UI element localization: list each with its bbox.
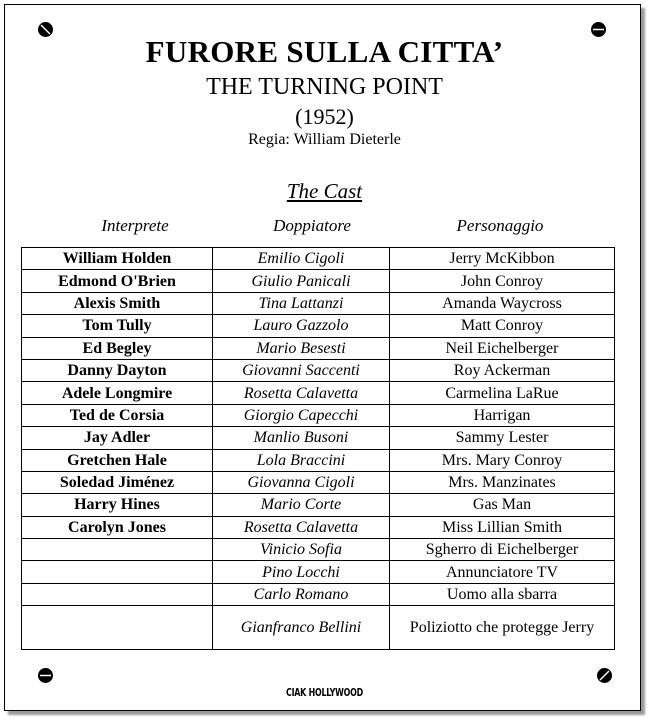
character-cell: Annunciatore TV — [390, 561, 615, 583]
character-cell: Matt Conroy — [390, 315, 615, 337]
dubber-cell: Giovanna Cigoli — [213, 471, 390, 493]
table-row — [22, 606, 615, 650]
actor-cell: Jay Adler — [22, 427, 213, 449]
table-row — [22, 248, 615, 270]
table-row — [22, 494, 615, 516]
column-header-character: Personaggio — [456, 216, 544, 235]
actor-cell: Soledad Jiménez — [22, 471, 213, 493]
table-row — [22, 382, 615, 404]
dubber-cell: Giulio Panicali — [213, 270, 390, 292]
dubber-cell: Emilio Cigoli — [213, 248, 390, 270]
character-cell: Gas Man — [390, 494, 615, 516]
column-header-dubber: Doppiatore — [273, 216, 351, 235]
actor-cell: Gretchen Hale — [22, 449, 213, 471]
director: Regia: William Dieterle — [248, 131, 401, 148]
table-row — [22, 539, 615, 561]
actor-cell: Carolyn Jones — [22, 516, 213, 538]
actor-cell: Edmond O'Brien — [22, 270, 213, 292]
dubber-cell: Manlio Busoni — [213, 427, 390, 449]
screw-icon — [38, 668, 53, 683]
table-row — [22, 337, 615, 359]
table-row — [22, 404, 615, 426]
actor-cell: Adele Longmire — [22, 382, 213, 404]
english-title: THE TURNING POINT — [206, 74, 443, 100]
dubber-cell: Giovanni Saccenti — [213, 359, 390, 381]
character-cell: Amanda Waycross — [390, 292, 615, 314]
actor-cell: Alexis Smith — [22, 292, 213, 314]
actor-cell: William Holden — [22, 248, 213, 270]
italian-title: FURORE SULLA CITTA’ — [145, 34, 504, 69]
character-cell: John Conroy — [390, 270, 615, 292]
character-cell: Mrs. Manzinates — [390, 471, 615, 493]
ciak-hollywood-logo: CIAK HOLLYWOOD — [286, 686, 363, 699]
screw-icon — [597, 668, 612, 683]
actor-cell: Ted de Corsia — [22, 404, 213, 426]
dubber-cell: Giorgio Capecchi — [213, 404, 390, 426]
actor-cell — [22, 539, 213, 561]
table-row — [22, 471, 615, 493]
dubber-cell: Pino Locchi — [213, 561, 390, 583]
actor-cell: Harry Hines — [22, 494, 213, 516]
dubber-cell: Gianfranco Bellini — [213, 606, 390, 650]
dubber-cell: Mario Besesti — [213, 337, 390, 359]
dubber-cell: Vinicio Sofia — [213, 539, 390, 561]
character-cell: Carmelina LaRue — [390, 382, 615, 404]
column-header-actor: Interprete — [101, 216, 169, 235]
character-cell: Neil Eichelberger — [390, 337, 615, 359]
table-row — [22, 270, 615, 292]
cast-heading: The Cast — [286, 179, 363, 203]
dubber-cell: Lola Braccini — [213, 449, 390, 471]
table-row — [22, 449, 615, 471]
table-row — [22, 315, 615, 337]
table-row — [22, 583, 615, 605]
actor-cell: Danny Dayton — [22, 359, 213, 381]
release-year: (1952) — [295, 104, 354, 129]
dubber-cell: Tina Lattanzi — [213, 292, 390, 314]
dubber-cell: Lauro Gazzolo — [213, 315, 390, 337]
dubber-cell: Mario Corte — [213, 494, 390, 516]
cast-table — [21, 247, 615, 650]
table-row — [22, 359, 615, 381]
actor-cell — [22, 561, 213, 583]
dubber-cell: Rosetta Calavetta — [213, 382, 390, 404]
actor-cell: Ed Begley — [22, 337, 213, 359]
table-row — [22, 516, 615, 538]
character-cell: Harrigan — [390, 404, 615, 426]
table-row — [22, 427, 615, 449]
character-cell: Poliziotto che protegge Jerry — [390, 606, 615, 650]
table-row — [22, 292, 615, 314]
character-cell: Sammy Lester — [390, 427, 615, 449]
character-cell: Mrs. Mary Conroy — [390, 449, 615, 471]
character-cell: Uomo alla sbarra — [390, 583, 615, 605]
character-cell: Jerry McKibbon — [390, 248, 615, 270]
dubber-cell: Carlo Romano — [213, 583, 390, 605]
character-cell: Sgherro di Eichelberger — [390, 539, 615, 561]
table-row — [22, 561, 615, 583]
actor-cell — [22, 583, 213, 605]
dubber-cell: Rosetta Calavetta — [213, 516, 390, 538]
actor-cell: Tom Tully — [22, 315, 213, 337]
character-cell: Roy Ackerman — [390, 359, 615, 381]
character-cell: Miss Lillian Smith — [390, 516, 615, 538]
actor-cell — [22, 606, 213, 650]
